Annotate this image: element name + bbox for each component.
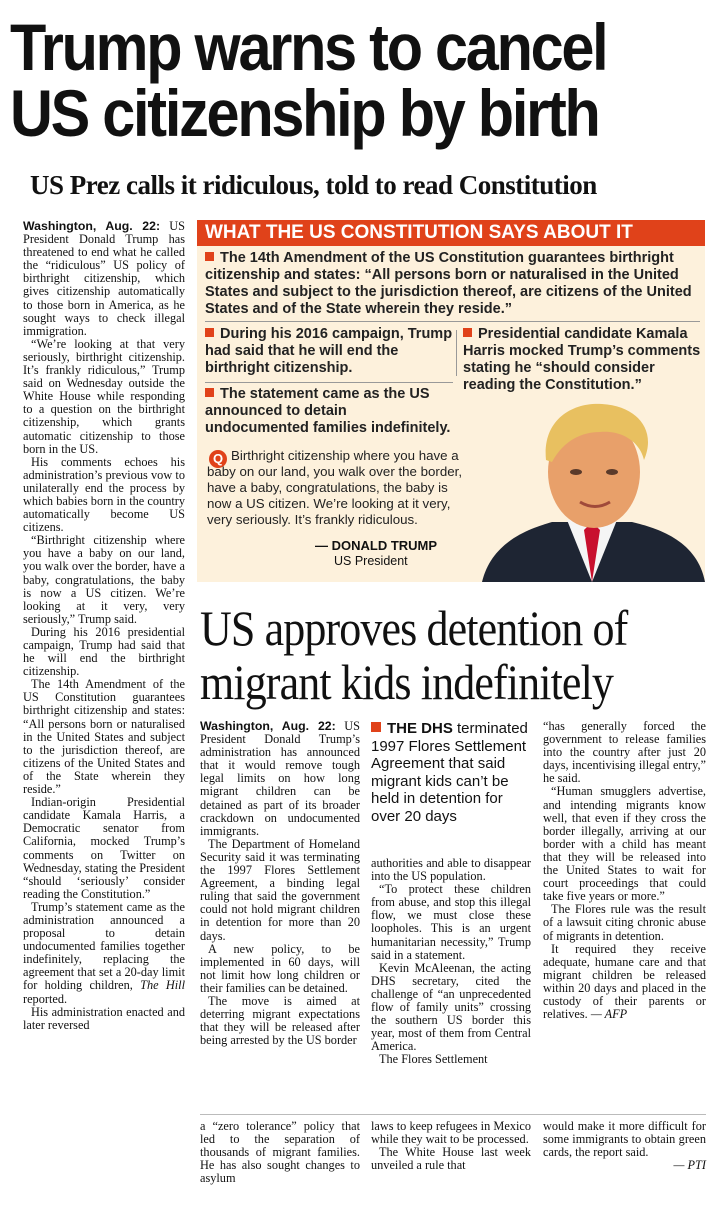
quote-attribution-title: US President [334,554,408,568]
story2-column [371,857,531,1067]
factbox-item: The statement came as the US announced to detain undocumented families indefinitely. [205,386,451,436]
story1-para: His administration enacted and later reversed [23,1004,185,1032]
story1-para: “We’re looking at that very seriously, birthright citizenship. It’s frankly ridiculous,” Trump said on Wednesday outside the White House while responding to a question on the birthright citizenship, which grants automatic citizenship to those born in the US. [23,336,185,456]
story2-para: It required they receive adequate, humane care and that migrant children be released within 20 days and placed in the custody of their parents or relatives. — AFP [543,941,706,1022]
bullet-square-icon [371,722,381,732]
story2-headline-line1: US approves detention of [200,600,628,656]
story2-column [543,720,706,1021]
main-headline-line1: Trump warns to cancel [10,10,607,84]
factbox-item: Presidential candidate Kamala Harris mocked Trump’s comments stating he “should consider reading the Constitution.” [463,326,701,393]
factbox-heading: WHAT THE US CONSTITUTION SAYS ABOUT IT [197,220,705,246]
credit-afp: — AFP [590,1007,628,1022]
story1-continuation: would make it more difficult for some immigrants to obtain green cards, the report said. — PTI [543,1119,706,1173]
story1-para: His comments echoes his administration’s previous vow to unilaterally end the process by which babies born in the country automatically become US citizens. [23,454,185,535]
story2-para: “has generally forced the government to release families into the country after just 20 days, incentivising illegal entry,” he said. [543,719,706,786]
divider [205,382,453,383]
story1-para: Trump’s statement came as the administration announced a proposal to detain undocumented families together indefinitely, replacing the agreement that set a 20-day limit for holding children, The Hill reported. [23,899,185,1006]
bullet-square-icon [205,328,214,337]
bullet-square-icon [205,388,214,397]
factbox-item: During his 2016 campaign, Trump had said that he will end the birthright citizenship. [205,326,453,376]
story1-dateline: Washington, Aug. 22: [23,219,161,233]
story2-headline-line2: migrant kids indefinitely [200,654,614,710]
story1-para: Washington, Aug. 22: US President Donald Trump has threatened to end what he called the “ridiculous” US policy of birthright citizenship, which gives citizenship automatically to those born in America, as he sought ways to check illegal immigration. [23,219,185,338]
sub-headline: US Prez calls it ridiculous, told to read Constitution [30,170,597,200]
story1-continuation: a “zero tolerance” policy that led to the separation of thousands of migrant families. He has also sought changes to asylum [200,1119,360,1186]
quote-attribution: — DONALD TRUMP [315,538,438,553]
main-headline-line2: US citizenship by birth [10,76,599,150]
story2-para: The move is aimed at deterring migrant expectations that they will be released after being arrested by the US border [200,993,360,1048]
divider [205,321,700,322]
story2-para: The Department of Homeland Security said it was terminating the 1997 Flores Settlement Agreement, a binding legal ruling that said the government could not hold migrant children in detention for more than 20 days. [200,836,360,943]
bullet-square-icon [463,328,472,337]
story1-para: Indian-origin Presidential candidate Kamala Harris, a Democratic senator from California, mocked Trump’s comments on Twitter on Wednesday, stating the President “should ‘seriously’ consider reading the Constitution.” [23,795,185,901]
story2-para: The Flores rule was the result of a lawsuit citing chronic abuse of migrants in detention. [543,902,706,943]
story2-para: “To protect these children from abuse, and stop this illegal flow, we must close these loopholes. This is an urgent humanitarian necessity,” Trump said in a statement. [371,882,531,962]
story1-column [23,220,185,1032]
story2-para: The Flores Settlement [379,1052,488,1067]
donald-trump-portrait [472,390,705,582]
credit-pti: — PTI [673,1158,706,1173]
quote-icon: Q [209,450,227,468]
factbox-item: The 14th Amendment of the US Constitution guarantees birthright citizenship and states: “All persons born or naturalised in the United States and subject to the jurisdiction thereof, are citizens of the United States and of the State wherein they reside.” [205,250,692,317]
story1-para: “Birthright citizenship where you have a baby on our land, you walk over the border, have a baby, congratulations, the baby is now a US citizen. We’re looking at it very, very seriously,” Trump said. [23,533,185,626]
story2-para: Washington, Aug. 22: US President Donald Trump’s administration has announced that it would remove tough legal limits on how long migrant children can be detained as part of its broader crackdown on undocumented immigrants. [200,719,360,838]
story2-dateline: Washington, Aug. 22: [200,719,336,733]
story2-para: A new policy, to be implemented in 60 days, will not limit how long children or their families can be detained. [200,941,360,995]
pull-quote: Birthright citizenship where you have a baby on our land, you walk over the border, have a baby, congratulations, the baby is now a US citizen. We’re looking at it very, very seriously. It’s frankly ridiculous. [207,448,463,527]
story2-para: Kevin McAleenan, the acting DHS secretary, cited the challenge of “an unprecedented flow of family units” crossing the southern US border this year, most of them from Central America. [371,960,531,1054]
story1-continuation: laws to keep refugees in Mexico while they wait to be processed. The White House last week unveiled a rule that [371,1119,531,1173]
bullet-square-icon [205,252,214,261]
factbox [197,220,705,582]
divider [200,1114,706,1115]
story1-para: During his 2016 presidential campaign, Trump had said that he will end the birthright citizenship. [23,624,185,679]
story2-para: “Human smugglers advertise, and intending migrants know well, that even if they cross the border illegally, arriving at our border with a child has meant that they will be released into the United States to wait for court proceedings that could take five years or more.” [543,784,706,904]
story2-para: authorities and able to disappear into the US population. [371,856,531,884]
story1-para: The 14th Amendment of the US Constitution guarantees birthright citizenship and states: “All persons born or naturalised in the United States and subject to the jurisdiction thereof, are citizens of the United States and of the State wherein they reside.” [23,677,185,797]
story2-column [200,720,360,1047]
pull-quote-box: THE DHS terminated 1997 Flores Settlement Agreement that said migrant kids can’t be held in detention for over 20 days [371,720,528,825]
divider [456,330,457,376]
